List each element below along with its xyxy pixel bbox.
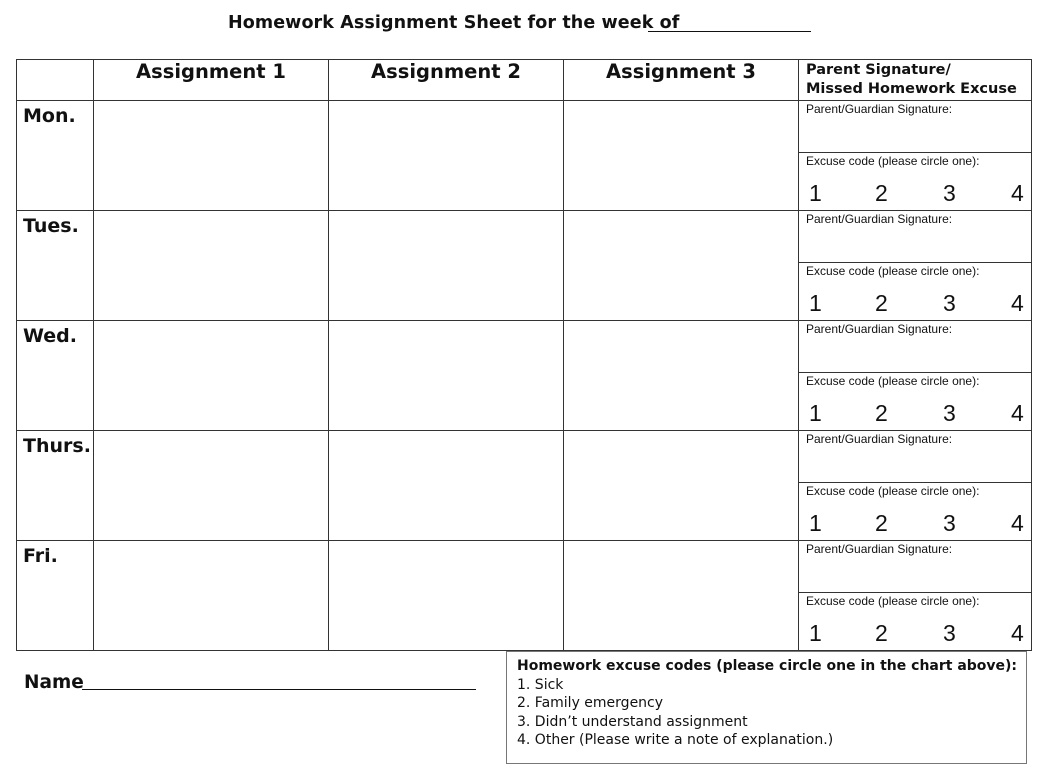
excuse-code-label: Excuse code (please circle one): [806,374,980,388]
excuse-code-option-1[interactable]: 1 [809,620,822,646]
excuse-code-option-4[interactable]: 4 [1011,620,1024,646]
day-label: Thurs. [17,431,94,541]
excuse-code-item: 4. Other (Please write a note of explanation.) [517,732,834,749]
excuse-code-item: 3. Didn’t understand assignment [517,713,748,730]
assignment-3-cell[interactable] [564,541,799,651]
assignment-1-cell[interactable] [94,541,329,651]
excuse-code-field [799,153,1031,210]
excuse-code-label: Excuse code (please circle one): [806,154,980,168]
parent-signature-cell [799,541,1032,651]
day-label: Fri. [17,541,94,651]
excuse-code-label: Excuse code (please circle one): [806,594,980,608]
day-label: Mon. [17,101,94,211]
day-row-mon [17,101,1032,211]
excuse-codes-list [517,676,1026,750]
excuse-header-line-2: Missed Homework Excuse [806,81,1017,97]
excuse-code-option-1[interactable]: 1 [809,510,822,536]
excuse-code-field [799,263,1031,320]
assignment-2-cell[interactable] [329,101,564,211]
excuse-header-line-1: Parent Signature/ [806,62,951,78]
column-header-assignment-3: Assignment 3 [564,60,799,101]
excuse-code-option-4[interactable]: 4 [1011,180,1024,206]
column-header-assignment-2: Assignment 2 [329,60,564,101]
day-label: Tues. [17,211,94,321]
excuse-code-field [799,483,1031,540]
signature-field[interactable] [799,541,1031,593]
assignment-1-cell[interactable] [94,101,329,211]
parent-signature-cell [799,431,1032,541]
excuse-code-option-1[interactable]: 1 [809,180,822,206]
excuse-code-option-3[interactable]: 3 [943,180,956,206]
assignment-2-cell[interactable] [329,321,564,431]
day-row-tues [17,211,1032,321]
excuse-code-option-2[interactable]: 2 [875,290,888,316]
signature-label: Parent/Guardian Signature: [806,102,953,116]
excuse-code-item: 1. Sick [517,677,564,693]
assignment-3-cell[interactable] [564,431,799,541]
name-label: Name [24,672,84,693]
header-row [17,60,1032,101]
excuse-code-option-3[interactable]: 3 [943,400,956,426]
signature-field[interactable] [799,211,1031,263]
excuse-code-option-3[interactable]: 3 [943,290,956,316]
assignment-3-cell[interactable] [564,101,799,211]
signature-field[interactable] [799,431,1031,483]
signature-label: Parent/Guardian Signature: [806,432,953,446]
day-row-thurs [17,431,1032,541]
excuse-code-option-2[interactable]: 2 [875,510,888,536]
excuse-code-option-4[interactable]: 4 [1011,510,1024,536]
excuse-codes-box [506,651,1027,764]
signature-field[interactable] [799,321,1031,373]
signature-label: Parent/Guardian Signature: [806,542,953,556]
page-title: Homework Assignment Sheet for the week of [228,13,680,33]
assignment-table [16,59,1032,651]
column-header-assignment-1: Assignment 1 [94,60,329,101]
excuse-code-item: 2. Family emergency [517,695,664,712]
excuse-code-option-1[interactable]: 1 [809,290,822,316]
day-row-fri [17,541,1032,651]
excuse-code-option-2[interactable]: 2 [875,400,888,426]
assignment-2-cell[interactable] [329,541,564,651]
excuse-code-field [799,373,1031,430]
signature-label: Parent/Guardian Signature: [806,212,953,226]
excuse-code-option-2[interactable]: 2 [875,620,888,646]
assignment-2-cell[interactable] [329,431,564,541]
excuse-code-option-3[interactable]: 3 [943,620,956,646]
assignment-2-cell[interactable] [329,211,564,321]
assignment-1-cell[interactable] [94,431,329,541]
signature-field[interactable] [799,101,1031,153]
parent-signature-cell [799,101,1032,211]
excuse-code-option-2[interactable]: 2 [875,180,888,206]
name-blank-line[interactable] [82,689,476,690]
excuse-code-field [799,593,1031,650]
parent-signature-cell [799,321,1032,431]
assignment-1-cell[interactable] [94,211,329,321]
day-label: Wed. [17,321,94,431]
excuse-code-label: Excuse code (please circle one): [806,264,980,278]
excuse-codes-title: Homework excuse codes (please circle one in the chart above): [517,658,1018,674]
corner-cell [17,60,94,101]
excuse-code-option-3[interactable]: 3 [943,510,956,536]
parent-signature-cell [799,211,1032,321]
excuse-code-option-1[interactable]: 1 [809,400,822,426]
excuse-code-option-4[interactable]: 4 [1011,290,1024,316]
assignment-1-cell[interactable] [94,321,329,431]
signature-label: Parent/Guardian Signature: [806,322,953,336]
column-header-parent-signature [799,60,1032,101]
day-row-wed [17,321,1032,431]
week-of-blank-line[interactable] [648,31,811,32]
assignment-3-cell[interactable] [564,321,799,431]
excuse-code-label: Excuse code (please circle one): [806,484,980,498]
assignment-3-cell[interactable] [564,211,799,321]
excuse-code-option-4[interactable]: 4 [1011,400,1024,426]
